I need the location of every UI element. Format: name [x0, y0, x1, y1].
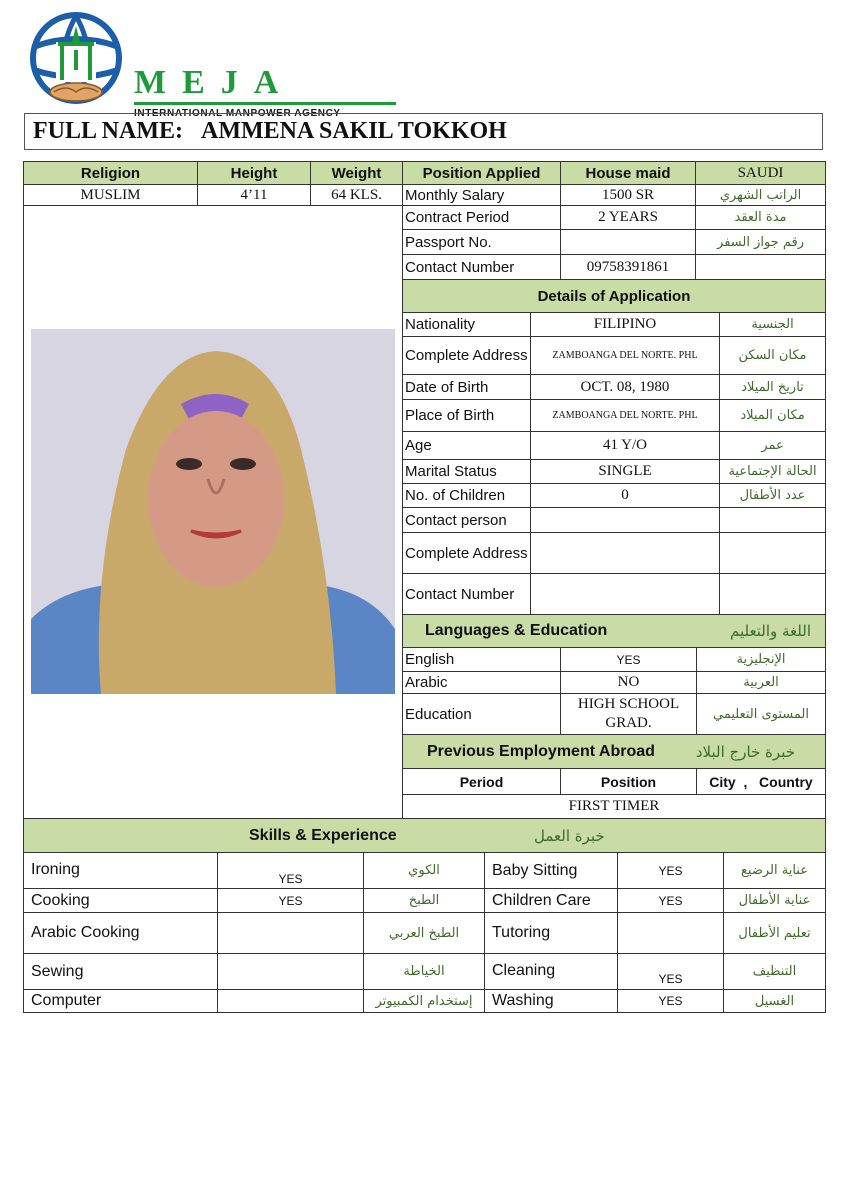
- skill-label: Ironing: [23, 852, 218, 889]
- full-name-box: [24, 113, 823, 150]
- skill-value: YES: [617, 953, 724, 990]
- detail-arabic: [719, 532, 826, 574]
- religion-value: MUSLIM: [23, 184, 198, 206]
- detail-value: SINGLE: [530, 459, 720, 484]
- languages-section-header: [402, 614, 826, 648]
- detail-arabic: [719, 507, 826, 533]
- detail-label: Place of Birth: [402, 399, 531, 432]
- previous-employment-header: [402, 734, 826, 769]
- detail-label: Contact person: [402, 507, 531, 533]
- salary-value: 1500 SR: [560, 184, 696, 206]
- religion-header: Religion: [23, 161, 198, 185]
- previous-employment-title: Previous Employment Abroad: [427, 742, 655, 760]
- skills-title-arabic: خبرة العمل: [534, 826, 605, 845]
- position-value: House maid: [560, 161, 696, 185]
- detail-arabic: عمر: [719, 431, 826, 460]
- passport-label: Passport No.: [402, 229, 561, 255]
- passport-value: [560, 229, 696, 255]
- position-column-header: Position: [560, 768, 697, 795]
- detail-value: 41 Y/O: [530, 431, 720, 460]
- skill-arabic: الطبخ العربي: [363, 912, 485, 954]
- detail-label: Contact Number: [402, 573, 531, 615]
- brand-tagline: INTERNATIONAL MANPOWER AGENCY: [134, 108, 341, 119]
- passport-arabic: رقم جواز السفر: [695, 229, 826, 255]
- brand-underline: [134, 102, 396, 105]
- detail-arabic: عدد الأطفال: [719, 483, 826, 508]
- contact-number-arabic: [695, 254, 826, 280]
- education-label: Education: [402, 693, 561, 735]
- education-arabic: المستوى التعليمي: [696, 693, 826, 735]
- language-arabic: العربية: [696, 671, 826, 694]
- skill-arabic: إستخدام الكمبيوتر: [363, 989, 485, 1013]
- skill-value: YES: [217, 852, 364, 889]
- position-applied-header: Position Applied: [402, 161, 561, 185]
- education-value: HIGH SCHOOL GRAD.: [560, 693, 697, 735]
- language-value: YES: [560, 647, 697, 672]
- skill-arabic: عناية الرضيع: [723, 852, 826, 889]
- skill-arabic: تعليم الأطفال: [723, 912, 826, 954]
- detail-value: ZAMBOANGA DEL NORTE. PHL: [530, 399, 720, 432]
- period-column-header: Period: [402, 768, 561, 795]
- skill-label: Cooking: [23, 888, 218, 913]
- detail-arabic: الجنسية: [719, 312, 826, 337]
- full-name-value: AMMENA SAKIL TOKKOH: [201, 118, 507, 144]
- detail-value: [530, 532, 720, 574]
- skill-value: YES: [617, 852, 724, 889]
- skill-label: Computer: [23, 989, 218, 1013]
- skill-value: YES: [617, 888, 724, 913]
- contract-label: Contract Period: [402, 205, 561, 230]
- skill-arabic: عناية الأطفال: [723, 888, 826, 913]
- skill-label: Sewing: [23, 953, 218, 990]
- language-label: Arabic: [402, 671, 561, 694]
- skill-arabic: التنظيف: [723, 953, 826, 990]
- detail-label: No. of Children: [402, 483, 531, 508]
- skill-label: Baby Sitting: [484, 852, 618, 889]
- skill-arabic: الكوي: [363, 852, 485, 889]
- detail-value: 0: [530, 483, 720, 508]
- destination-country: SAUDI: [695, 161, 826, 185]
- previous-employment-value: FIRST TIMER: [402, 794, 826, 819]
- skills-title: Skills & Experience: [249, 826, 397, 844]
- language-arabic: الإنجليزية: [696, 647, 826, 672]
- languages-title-arabic: اللغة والتعليم: [730, 622, 811, 640]
- skill-label: Washing: [484, 989, 618, 1013]
- skill-value: [217, 912, 364, 954]
- skills-section-header: [23, 818, 826, 853]
- detail-value: [530, 507, 720, 533]
- detail-label: Complete Address: [402, 336, 531, 375]
- salary-arabic: الراتب الشهري: [695, 184, 826, 206]
- contract-arabic: مدة العقد: [695, 205, 826, 230]
- skill-value: YES: [617, 989, 724, 1013]
- applicant-photo: [31, 329, 395, 694]
- skill-value: [217, 989, 364, 1013]
- detail-value: OCT. 08, 1980: [530, 374, 720, 400]
- detail-value: ZAMBOANGA DEL NORTE. PHL: [530, 336, 720, 375]
- contact-number-value: 09758391861: [560, 254, 696, 280]
- salary-label: Monthly Salary: [402, 184, 561, 206]
- skill-label: Arabic Cooking: [23, 912, 218, 954]
- skill-label: Children Care: [484, 888, 618, 913]
- height-header: Height: [197, 161, 311, 185]
- details-section-header: Details of Application: [402, 279, 826, 313]
- weight-value: 64 KLS.: [310, 184, 403, 206]
- skill-label: Cleaning: [484, 953, 618, 990]
- full-name-label: FULL NAME:: [33, 118, 183, 144]
- detail-label: Complete Address: [402, 532, 531, 574]
- languages-title: Languages & Education: [425, 622, 608, 639]
- contract-value: 2 YEARS: [560, 205, 696, 230]
- globe-handshake-icon: [22, 12, 132, 112]
- agency-logo: [22, 12, 402, 119]
- detail-arabic: الحالة الإجتماعية: [719, 459, 826, 484]
- skill-label: Tutoring: [484, 912, 618, 954]
- skill-value: YES: [217, 888, 364, 913]
- detail-arabic: مكان الميلاد: [719, 399, 826, 432]
- detail-arabic: مكان السكن: [719, 336, 826, 375]
- skill-value: [617, 912, 724, 954]
- detail-arabic: [719, 573, 826, 615]
- detail-label: Date of Birth: [402, 374, 531, 400]
- brand-name: MEJA: [134, 64, 295, 101]
- language-label: English: [402, 647, 561, 672]
- city-country-column-header: City , Country: [696, 768, 826, 795]
- skill-arabic: الغسيل: [723, 989, 826, 1013]
- contact-number-label: Contact Number: [402, 254, 561, 280]
- detail-label: Age: [402, 431, 531, 460]
- detail-label: Marital Status: [402, 459, 531, 484]
- detail-label: Nationality: [402, 312, 531, 337]
- detail-value: FILIPINO: [530, 312, 720, 337]
- detail-value: [530, 573, 720, 615]
- previous-employment-title-arabic: خبرة خارج البلاد: [695, 742, 795, 761]
- weight-header: Weight: [310, 161, 403, 185]
- height-value: 4’11: [197, 184, 311, 206]
- skill-value: [217, 953, 364, 990]
- language-value: NO: [560, 671, 697, 694]
- skill-arabic: الطبخ: [363, 888, 485, 913]
- detail-arabic: تاريخ الميلاد: [719, 374, 826, 400]
- skill-arabic: الخياطة: [363, 953, 485, 990]
